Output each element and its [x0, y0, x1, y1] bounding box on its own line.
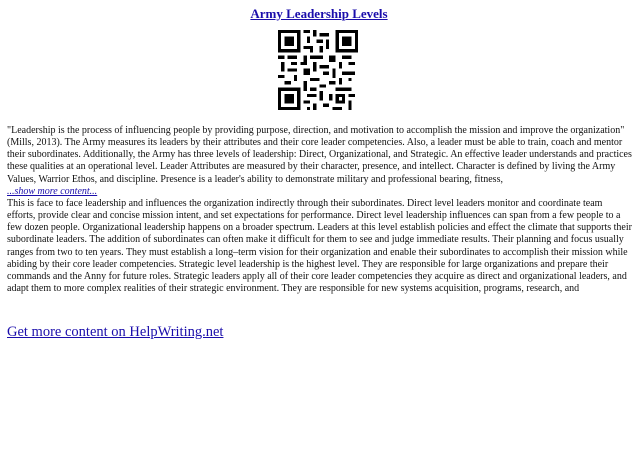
page-title[interactable]: Army Leadership Levels: [250, 6, 388, 21]
paragraph-continued: This is face to face leadership and influences the organization indirectly through their subordinates. Direct level leaders monitor and coordinate team efforts, provide clear and concise mission intent, and set expectations for performance. Direct level leadership influences can span from a few people to a few dozen people. Organizational leadership happens on a broader spectrum. Leaders at this level establish policies and effect the climate that supports their subordinate leaders. The addition of subordinates can often make it difficult for them to see and judge immediate results. Their planning and focus usually ranges from two to ten years. They must establish a long–term vision for their organization and enable their subordinates to accomplish their mission while abiding by their core leader competencies. Strategic level leadership is the highest level. They are responsible for large organizations and prepare their commands and the Anny for future roles. Strategic leaders apply all of their core leader competencies they acquire as direct and organizational leaders, and adapt them to more complex realities of their strategic environment. They are responsible for new systems acquisition, programs, research, and: [7, 197, 632, 295]
get-more-content-link[interactable]: Get more content on HelpWriting.net: [7, 324, 224, 340]
paragraph-intro: "Leadership is the process of influencing people by providing purpose, direction, and motivation to accomplish the mission and improve the organization" (Mills, 2013). The Army measures its leaders by their attributes and their core leader competencies. Also, a leader must be able to train, coach and mentor their subordinates. Additionally, the Army has three levels of leadership: Direct, Organizational, and Strategic. An effective leader understands and practices these qualities at an operational level. Leader Attributes are measured by their character, presence, and intellect. Character is defined by living the Army Values, Warrior Ethos, and discipline. Presence is a leader's ability to demonstrate military and professional bearing, fitness,: [7, 125, 632, 185]
show-more-link[interactable]: ...show more content...: [7, 185, 98, 197]
qr-code-image: [278, 30, 358, 110]
article-body: [7, 125, 632, 295]
